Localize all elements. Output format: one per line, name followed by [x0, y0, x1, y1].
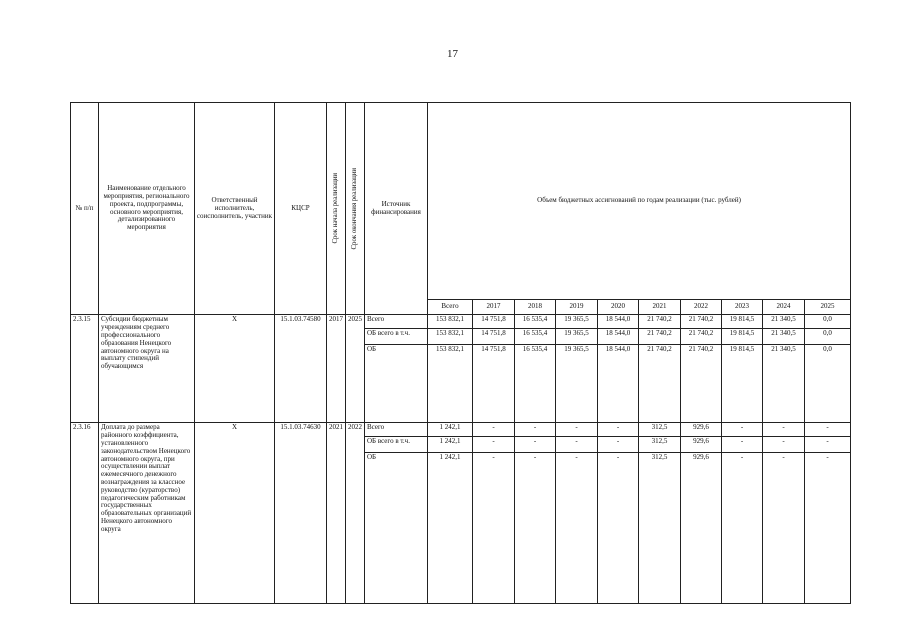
value-cell: 21 340,5	[763, 315, 805, 329]
value-cell: 19 814,5	[722, 315, 763, 329]
value-cell: 19 365,5	[556, 329, 598, 345]
table-row	[71, 315, 851, 329]
value-cell: 16 535,4	[515, 329, 556, 345]
value-cell: 1 242,1	[428, 453, 473, 604]
value-cell: -	[763, 453, 805, 604]
value-cell: 19 814,5	[722, 329, 763, 345]
value-cell: -	[722, 437, 763, 453]
value-cell: -	[515, 437, 556, 453]
entry-start: 2017	[327, 315, 346, 423]
value-cell: 21 740,2	[681, 345, 722, 423]
value-cell: 21 740,2	[681, 315, 722, 329]
header-source: Источник финансирования	[365, 103, 428, 315]
value-cell: 153 832,1	[428, 329, 473, 345]
value-cell: -	[556, 437, 598, 453]
header-kcsr: КЦСР	[275, 103, 327, 315]
entry-num: 2.3.16	[71, 423, 99, 604]
header-year: 2018	[515, 300, 556, 315]
entry-source: ОБ всего в т.ч.	[365, 329, 428, 345]
header-name: Наименование отдельного мероприятия, регионального проекта, подпрограммы, основного мероприятия, детализированного мероприятия	[99, 103, 195, 315]
entry-executor: Х	[195, 423, 275, 604]
entry-start: 2021	[327, 423, 346, 604]
header-start	[327, 103, 346, 315]
value-cell: -	[805, 437, 851, 453]
entry-num: 2.3.15	[71, 315, 99, 423]
entry-source: ОБ	[365, 345, 428, 423]
value-cell: 21 740,2	[639, 315, 681, 329]
header-year: 2021	[639, 300, 681, 315]
value-cell: -	[763, 437, 805, 453]
value-cell: -	[556, 453, 598, 604]
value-cell: -	[805, 453, 851, 604]
header-year: Всего	[428, 300, 473, 315]
entry-kcsr: 15.1.03.74630	[275, 423, 327, 604]
value-cell: 21 740,2	[639, 345, 681, 423]
header-year: 2024	[763, 300, 805, 315]
entry-executor: Х	[195, 315, 275, 423]
entry-name: Субсидии бюджетным учреждениям среднего профессионального образования Ненецкого автономного округа на выплату стипендий обучающимся	[99, 315, 195, 423]
header-end	[346, 103, 365, 315]
value-cell: 14 751,8	[473, 329, 515, 345]
value-cell: 18 544,0	[598, 345, 639, 423]
header-year: 2020	[598, 300, 639, 315]
value-cell: 929,6	[681, 453, 722, 604]
header-start-label: Срок начала реализации	[332, 173, 340, 244]
entry-end: 2025	[346, 315, 365, 423]
header-year: 2022	[681, 300, 722, 315]
value-cell: -	[556, 423, 598, 437]
entry-source: Всего	[365, 423, 428, 437]
entry-source: Всего	[365, 315, 428, 329]
value-cell: -	[805, 423, 851, 437]
value-cell: 0,0	[805, 315, 851, 329]
value-cell: -	[473, 437, 515, 453]
value-cell: 929,6	[681, 437, 722, 453]
value-cell: 21 340,5	[763, 329, 805, 345]
header-year: 2017	[473, 300, 515, 315]
value-cell: -	[598, 423, 639, 437]
header-budget: Объем бюджетных ассигнований по годам реализации (тыс. рублей)	[428, 103, 851, 300]
entry-source: ОБ	[365, 453, 428, 604]
header-row	[71, 103, 851, 300]
header-end-label: Срок окончания реализации	[351, 167, 359, 250]
value-cell: -	[722, 453, 763, 604]
table-row	[71, 423, 851, 437]
value-cell: 21 740,2	[681, 329, 722, 345]
page-number: 17	[447, 48, 458, 60]
value-cell: -	[763, 423, 805, 437]
value-cell: -	[515, 423, 556, 437]
value-cell: 14 751,8	[473, 345, 515, 423]
value-cell: 18 544,0	[598, 329, 639, 345]
value-cell: 0,0	[805, 345, 851, 423]
value-cell: -	[515, 453, 556, 604]
value-cell: 312,5	[639, 453, 681, 604]
entry-name: Доплата до размера районного коэффициента, установленного законодательством Ненецкого автономного округа, при осуществлении выплат ежемесячного денежного вознаграждения за классное руководство (кураторство) педагогическим работникам государственных образовательных организаций Ненецкого автономного округа	[99, 423, 195, 604]
value-cell: 21 740,2	[639, 329, 681, 345]
value-cell: 0,0	[805, 329, 851, 345]
value-cell: 1 242,1	[428, 423, 473, 437]
value-cell: -	[598, 437, 639, 453]
value-cell: 1 242,1	[428, 437, 473, 453]
value-cell: 19 365,5	[556, 345, 598, 423]
value-cell: 312,5	[639, 437, 681, 453]
entry-kcsr: 15.1.03.74580	[275, 315, 327, 423]
value-cell: 18 544,0	[598, 315, 639, 329]
header-num: № п/п	[71, 103, 99, 315]
budget-table	[70, 102, 851, 604]
value-cell: 16 535,4	[515, 315, 556, 329]
header-executor: Ответственный исполнитель, соисполнитель, участник	[195, 103, 275, 315]
value-cell: -	[598, 453, 639, 604]
value-cell: 19 365,5	[556, 315, 598, 329]
value-cell: 312,5	[639, 423, 681, 437]
value-cell: 14 751,8	[473, 315, 515, 329]
value-cell: -	[473, 453, 515, 604]
value-cell: 153 832,1	[428, 345, 473, 423]
value-cell: -	[722, 423, 763, 437]
value-cell: -	[473, 423, 515, 437]
header-year: 2023	[722, 300, 763, 315]
value-cell: 21 340,5	[763, 345, 805, 423]
value-cell: 153 832,1	[428, 315, 473, 329]
header-year: 2019	[556, 300, 598, 315]
entry-end: 2022	[346, 423, 365, 604]
value-cell: 16 535,4	[515, 345, 556, 423]
value-cell: 19 814,5	[722, 345, 763, 423]
header-year: 2025	[805, 300, 851, 315]
entry-source: ОБ всего в т.ч.	[365, 437, 428, 453]
value-cell: 929,6	[681, 423, 722, 437]
